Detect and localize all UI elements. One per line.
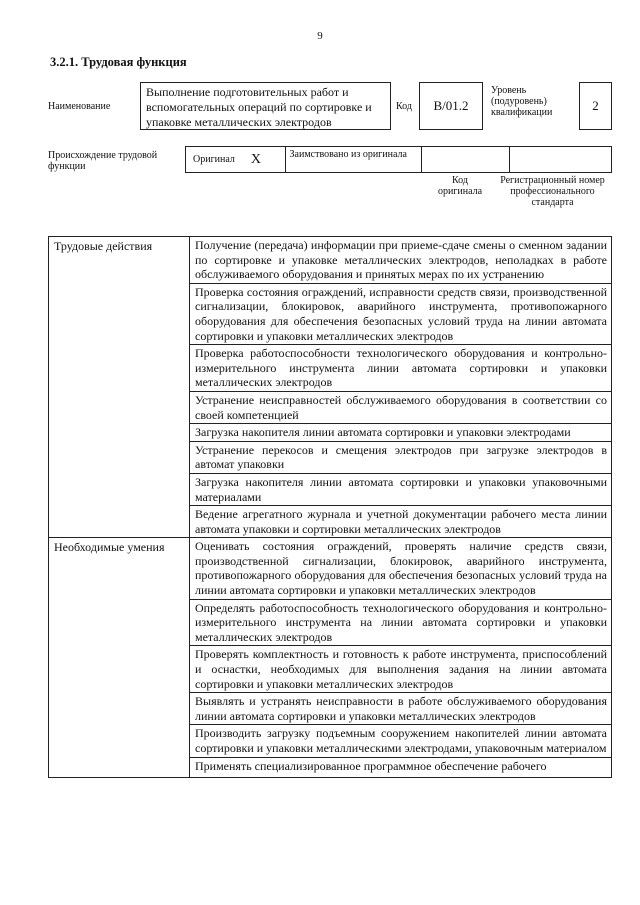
original-cell — [186, 147, 286, 172]
skill-item: Оценивать состояния ограждений, проверять наличие средств связи, производственной сигнализации, блокировок, аварийного инструмента, противопожарного оборудования для обеспечения безопасных условий труда на линии автомата сортировки и упаковки металлических электродов — [190, 538, 612, 599]
skill-item: Выявлять и устранять неисправности в работе обслуживаемого оборудования линии автомата сортировки и упаковки металлических электродов — [190, 693, 612, 725]
reg-number-cell — [510, 147, 612, 172]
page-number: 9 — [317, 30, 323, 42]
level-value: 2 — [579, 82, 612, 130]
original-label: Оригинал — [193, 154, 235, 165]
labor-action-item: Устранение перекосов и смещения электродов при загрузке электродов в автомат упаковки — [190, 441, 612, 473]
borrowed-cell: Заимствовано из оригинала — [286, 147, 422, 172]
labor-action-item: Проверка работоспособности технологического оборудования и контрольно-измерительного инструмента линии автомата сортировки и упаковки металлических электродов — [190, 345, 612, 392]
labor-action-item: Загрузка накопителя линии автомата сортировки и упаковки упаковочными материалами — [190, 473, 612, 505]
labor-action-item: Проверка состояния ограждений, исправности средств связи, производственной сигнализации, блокировок, аварийного инструмента, противопожарного оборудования для обеспечения безопасных условий труда на линии автомата сортировки и упаковки металлических электродов — [190, 283, 612, 344]
function-name-value: Выполнение подготовительных работ и вспомогательных операций по сортировке и упаковке металлических электродов — [140, 82, 391, 130]
code-label: Код — [396, 101, 412, 112]
required-skills-label: Необходимые умения — [49, 538, 190, 777]
original-mark: X — [250, 151, 262, 167]
labor-action-item: Загрузка накопителя линии автомата сортировки и упаковки электродами — [190, 424, 612, 442]
origin-row — [185, 146, 612, 173]
code-value: В/01.2 — [419, 82, 483, 130]
section-title: 3.2.1. Трудовая функция — [50, 55, 187, 69]
labor-action-item: Получение (передача) информации при приеме-сдаче смены о сменном задании по сортировке и упаковке металлических электродов, неполадках в работе обслуживаемого оборудования и принятых мерах по их устранению — [190, 237, 612, 284]
code-original-cell — [422, 147, 510, 172]
labor-actions-label: Трудовые действия — [49, 237, 190, 538]
skill-item: Производить загрузку подъемным сооружением накопителей линии автомата сортировки и упаковки металлическими электродами, упаковочным материалом — [190, 725, 612, 757]
table-row — [49, 237, 612, 284]
skill-item: Проверять комплектность и готовность к работе инструмента, приспособлений и оснастки, необходимых для выполнения задания на линии автомата сортировки и упаковки металлических электродов — [190, 646, 612, 693]
origin-label: Происхождение трудовой функции — [48, 150, 158, 172]
table-row — [49, 538, 612, 599]
code-original-caption: Код оригинала — [437, 175, 483, 197]
labor-action-item: Устранение неисправностей обслуживаемого оборудования в соответствии со своей компетенцией — [190, 391, 612, 423]
name-label: Наименование — [48, 101, 111, 112]
skill-item: Определять работоспособность технологического оборудования и контрольно-измерительного инструмента на линии автомата сортировки и упаковки металлических электродов — [190, 599, 612, 646]
skill-item: Применять специализированное программное обеспечение рабочего — [190, 757, 612, 777]
function-table — [48, 236, 612, 778]
labor-action-item: Ведение агрегатного журнала и учетной документации рабочего места линии автомата упаковки и сортировки металлических электродов — [190, 506, 612, 538]
reg-number-caption: Регистрационный номер профессионального стандарта — [500, 175, 605, 208]
level-label: Уровень (подуровень) квалификации — [491, 85, 553, 118]
